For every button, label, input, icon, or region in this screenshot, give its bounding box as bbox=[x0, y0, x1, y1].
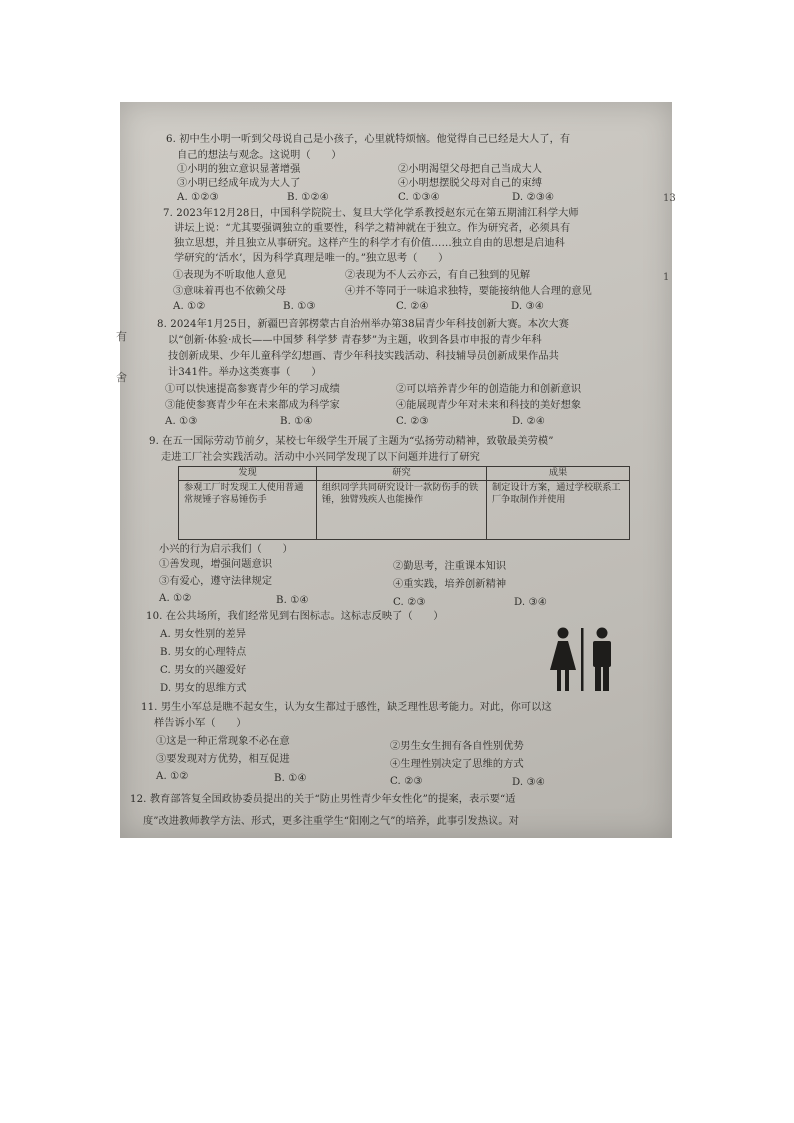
q11-stem-line1: 11. 男生小军总是瞧不起女生，认为女生都过于感性，缺乏理性思考能力。对此，你可以这 bbox=[141, 702, 552, 713]
q6-option-b[interactable]: B. ①②④ bbox=[287, 192, 329, 203]
q8-statement-2: ②可以培养青少年的创造能力和创新意识 bbox=[396, 384, 582, 395]
q11-option-c[interactable]: C. ②③ bbox=[390, 776, 423, 787]
q8-stem-line4: 计341件。举办这类赛事（ ） bbox=[168, 367, 322, 378]
q8-stem-line1: 8. 2024年1月25日，新疆巴音郭楞蒙古自治州举办第38届青少年科技创新大赛。本次大赛 bbox=[157, 319, 569, 330]
edge-mark-left-bottom: 舍 bbox=[116, 371, 127, 384]
q7-option-a[interactable]: A. ①② bbox=[173, 301, 206, 312]
q8-statement-1: ①可以快速提高参赛青少年的学习成绩 bbox=[165, 384, 340, 395]
q9-option-a[interactable]: A. ①② bbox=[159, 593, 192, 604]
edge-mark-left-top: 有 bbox=[116, 330, 127, 343]
q6-statement-4: ④小明想摆脱父母对自己的束缚 bbox=[398, 178, 543, 189]
q8-option-c[interactable]: C. ②③ bbox=[396, 416, 429, 427]
q12-stem-line1: 12. 教育部答复全国政协委员提出的关于“防止男性青少年女性化”的提案，表示要“适 bbox=[130, 794, 516, 805]
q6-option-c[interactable]: C. ①③④ bbox=[398, 192, 440, 203]
q9-option-d[interactable]: D. ③④ bbox=[514, 597, 548, 608]
table-header-research: 研究 bbox=[317, 467, 487, 481]
q10-option-c[interactable]: C. 男女的兴趣爱好 bbox=[160, 665, 247, 676]
table-cell-discovery: 参观工厂时发现工人使用普通常规锤子容易锤伤手 bbox=[179, 480, 317, 540]
q9-stem-line3: 小兴的行为启示我们（ ） bbox=[159, 544, 293, 555]
table-header-result: 成果 bbox=[487, 467, 630, 481]
q10-option-d[interactable]: D. 男女的思维方式 bbox=[160, 683, 247, 694]
q10-option-a[interactable]: A. 男女性别的差异 bbox=[160, 629, 247, 640]
q10-option-b[interactable]: B. 男女的心理特点 bbox=[160, 647, 247, 658]
table-header-row bbox=[179, 467, 630, 481]
table-row bbox=[179, 480, 630, 540]
q11-statement-4: ④生理性别决定了思维的方式 bbox=[390, 759, 524, 770]
q7-option-d[interactable]: D. ③④ bbox=[511, 301, 545, 312]
q7-option-b[interactable]: B. ①③ bbox=[283, 301, 316, 312]
q7-stem-line3: 独立思想，并且独立从事研究。这样产生的科学才有价值……独立自由的思想是启迪科 bbox=[174, 238, 565, 249]
q11-option-b[interactable]: B. ①④ bbox=[274, 773, 307, 784]
q6-stem-line2: 自己的想法与观念。这说明（ ） bbox=[177, 150, 342, 161]
table-cell-result: 制定设计方案，通过学校联系工厂争取制作并使用 bbox=[487, 480, 630, 540]
q8-option-d[interactable]: D. ②④ bbox=[512, 416, 546, 427]
q11-statement-3: ③要发现对方优势，相互促进 bbox=[156, 754, 290, 765]
q7-stem-line2: 讲坛上说：“尤其要强调独立的重要性，科学之精神就在于独立。作为研究者，必须具有 bbox=[174, 223, 571, 234]
q7-statement-2: ②表现为不人云亦云，有自己独到的见解 bbox=[345, 270, 531, 281]
q9-stem-line2: 走进工厂社会实践活动。活动中小兴同学发现了以下问题并进行了研究 bbox=[161, 452, 480, 463]
q9-statement-2: ②勤思考，注重课本知识 bbox=[393, 561, 507, 572]
q8-option-a[interactable]: A. ①③ bbox=[165, 416, 198, 427]
q10-stem: 10. 在公共场所，我们经常见到右图标志。这标志反映了（ ） bbox=[146, 611, 444, 622]
q11-statement-2: ②男生女生拥有各自性别优势 bbox=[390, 741, 524, 752]
q9-statement-3: ③有爱心，遵守法律规定 bbox=[159, 576, 273, 587]
q9-statement-1: ①善发现，增强问题意识 bbox=[159, 559, 273, 570]
q9-stem-line1: 9. 在五一国际劳动节前夕，某校七年级学生开展了主题为“弘扬劳动精神，致敬最美劳模” bbox=[149, 436, 554, 447]
q7-stem-line4: 学研究的‘活水’，因为科学真理是唯一的。”独立思考（ ） bbox=[174, 253, 449, 264]
table-header-discovery: 发现 bbox=[179, 467, 317, 481]
q11-statement-1: ①这是一种正常现象不必在意 bbox=[156, 736, 290, 747]
table-cell-research: 组织同学共同研究设计一款防伤手的铁锤，独臂残疾人也能操作 bbox=[317, 480, 487, 540]
q8-statement-4: ④能展现青少年对未来和科技的美好想象 bbox=[396, 400, 582, 411]
edge-mark-right-top: 13 bbox=[663, 193, 676, 204]
q7-statement-3: ③意味着再也不依赖父母 bbox=[173, 286, 287, 297]
q7-stem-line1: 7. 2023年12月28日，中国科学院院士、复旦大学化学系教授赵东元在第五期浦江科学大师 bbox=[163, 208, 579, 219]
q6-option-d[interactable]: D. ②③④ bbox=[512, 192, 555, 203]
q9-option-b[interactable]: B. ①④ bbox=[276, 595, 309, 606]
q7-statement-4: ④并不等同于一味追求独特，要能接纳他人合理的意见 bbox=[345, 286, 592, 297]
q9-option-c[interactable]: C. ②③ bbox=[393, 597, 426, 608]
q8-stem-line2: 以“创新·体验·成长——中国梦 科学梦 青春梦”为主题，收到各县市申报的青少年科 bbox=[168, 335, 542, 346]
q6-statement-2: ②小明渴望父母把自己当成大人 bbox=[398, 164, 543, 175]
q7-option-c[interactable]: C. ②④ bbox=[396, 301, 429, 312]
q8-statement-3: ③能使参赛青少年在未来都成为科学家 bbox=[165, 400, 340, 411]
restroom-sign-icon bbox=[546, 626, 618, 692]
q11-option-a[interactable]: A. ①② bbox=[156, 771, 189, 782]
q9-statement-4: ④重实践，培养创新精神 bbox=[393, 579, 507, 590]
q12-stem-line2: 度”改进教师教学方法、形式，更多注重学生“阳刚之气”的培养，此事引发热议。对 bbox=[143, 816, 519, 827]
q6-statement-1: ①小明的独立意识显著增强 bbox=[177, 164, 301, 175]
q6-stem-line1: 6. 初中生小明一听到父母说自己是小孩子，心里就特烦恼。他觉得自己已经是大人了，有 bbox=[166, 134, 571, 145]
edge-mark-right-bottom: 1 bbox=[663, 272, 670, 283]
q8-option-b[interactable]: B. ①④ bbox=[280, 416, 313, 427]
q6-statement-3: ③小明已经成年成为大人了 bbox=[177, 178, 301, 189]
q6-option-a[interactable]: A. ①②③ bbox=[177, 192, 219, 203]
q11-option-d[interactable]: D. ③④ bbox=[512, 777, 546, 788]
q9-activity-table bbox=[178, 466, 630, 540]
q11-stem-line2: 样告诉小军（ ） bbox=[154, 718, 247, 729]
q8-stem-line3: 技创新成果、少年儿童科学幻想画、青少年科技实践活动、科技辅导员创新成果作品共 bbox=[168, 351, 559, 362]
q7-statement-1: ①表现为不听取他人意见 bbox=[173, 270, 287, 281]
